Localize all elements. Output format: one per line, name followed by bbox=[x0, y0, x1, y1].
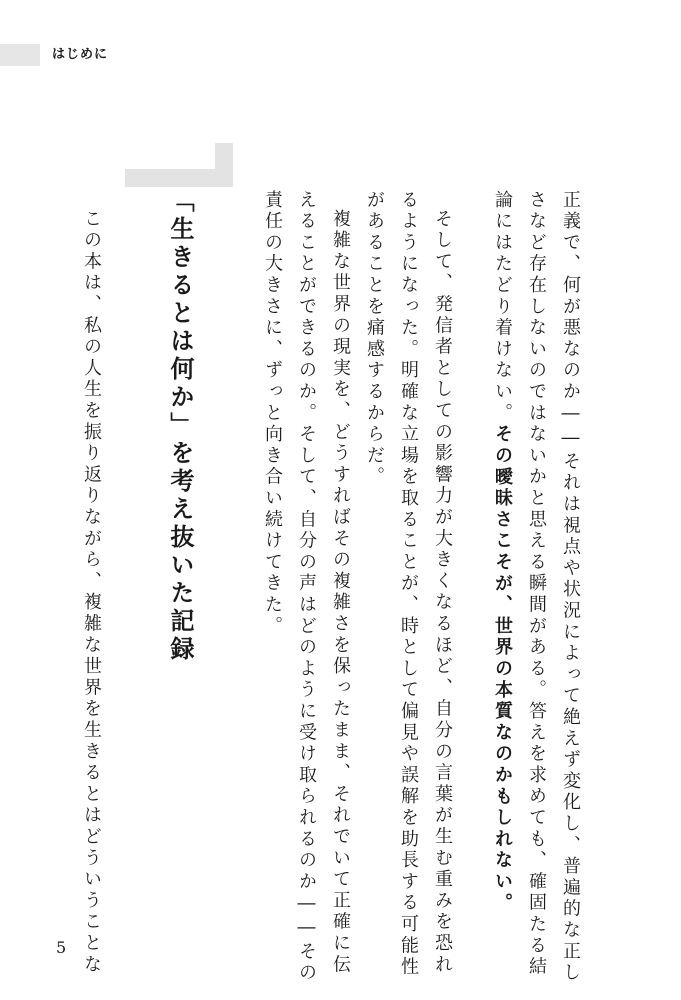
body-line-2: さなど存在しないのではないかと思える瞬間がある。答えを求めても、確固たる結 bbox=[526, 190, 547, 979]
body-line-3-regular: 論にはたどり着けない。 bbox=[492, 190, 513, 425]
body-line-3 bbox=[493, 190, 511, 914]
section-heading: 「生きるとは何か」を考え抜いた記録 bbox=[166, 188, 194, 664]
body-line-1: 正義で、何が悪なのか――それは視点や状況によって絶えず変化し、普遍的な正し bbox=[560, 190, 581, 985]
body-line-6: があることを痛感するからだ。 bbox=[364, 190, 385, 489]
body-line-3-emphasis: その曖昧さこそが、世界の本質なのかもしれない。 bbox=[492, 424, 513, 915]
header-accent-bar bbox=[0, 44, 40, 66]
body-line-9: 責任の大きさに、ずっと向き合い続けてきた。 bbox=[262, 190, 283, 638]
body-line-7: 複雑な世界の現実を、どうすればその複雑さを保ったまま、それでいて正確に伝 bbox=[330, 209, 351, 976]
page-number: 5 bbox=[56, 938, 67, 957]
heading-bracket-decoration-horizontal bbox=[125, 169, 233, 187]
body-line-10: この本は、私の人生を振り返りながら、複雑な世界を生きるとはどういうことな bbox=[81, 209, 102, 976]
running-header: はじめに bbox=[52, 47, 109, 62]
body-line-5: るようになった。明確な立場を取ることが、時として偏見や誤解を助長する可能性 bbox=[398, 190, 419, 979]
body-line-4: そして、発信者としての影響力が大きくなるほど、自分の言葉が生む重みを恐れ bbox=[432, 209, 453, 976]
body-line-8: えることができるのか。そして、自分の声はどのように受け取られるのか――その bbox=[296, 190, 317, 985]
